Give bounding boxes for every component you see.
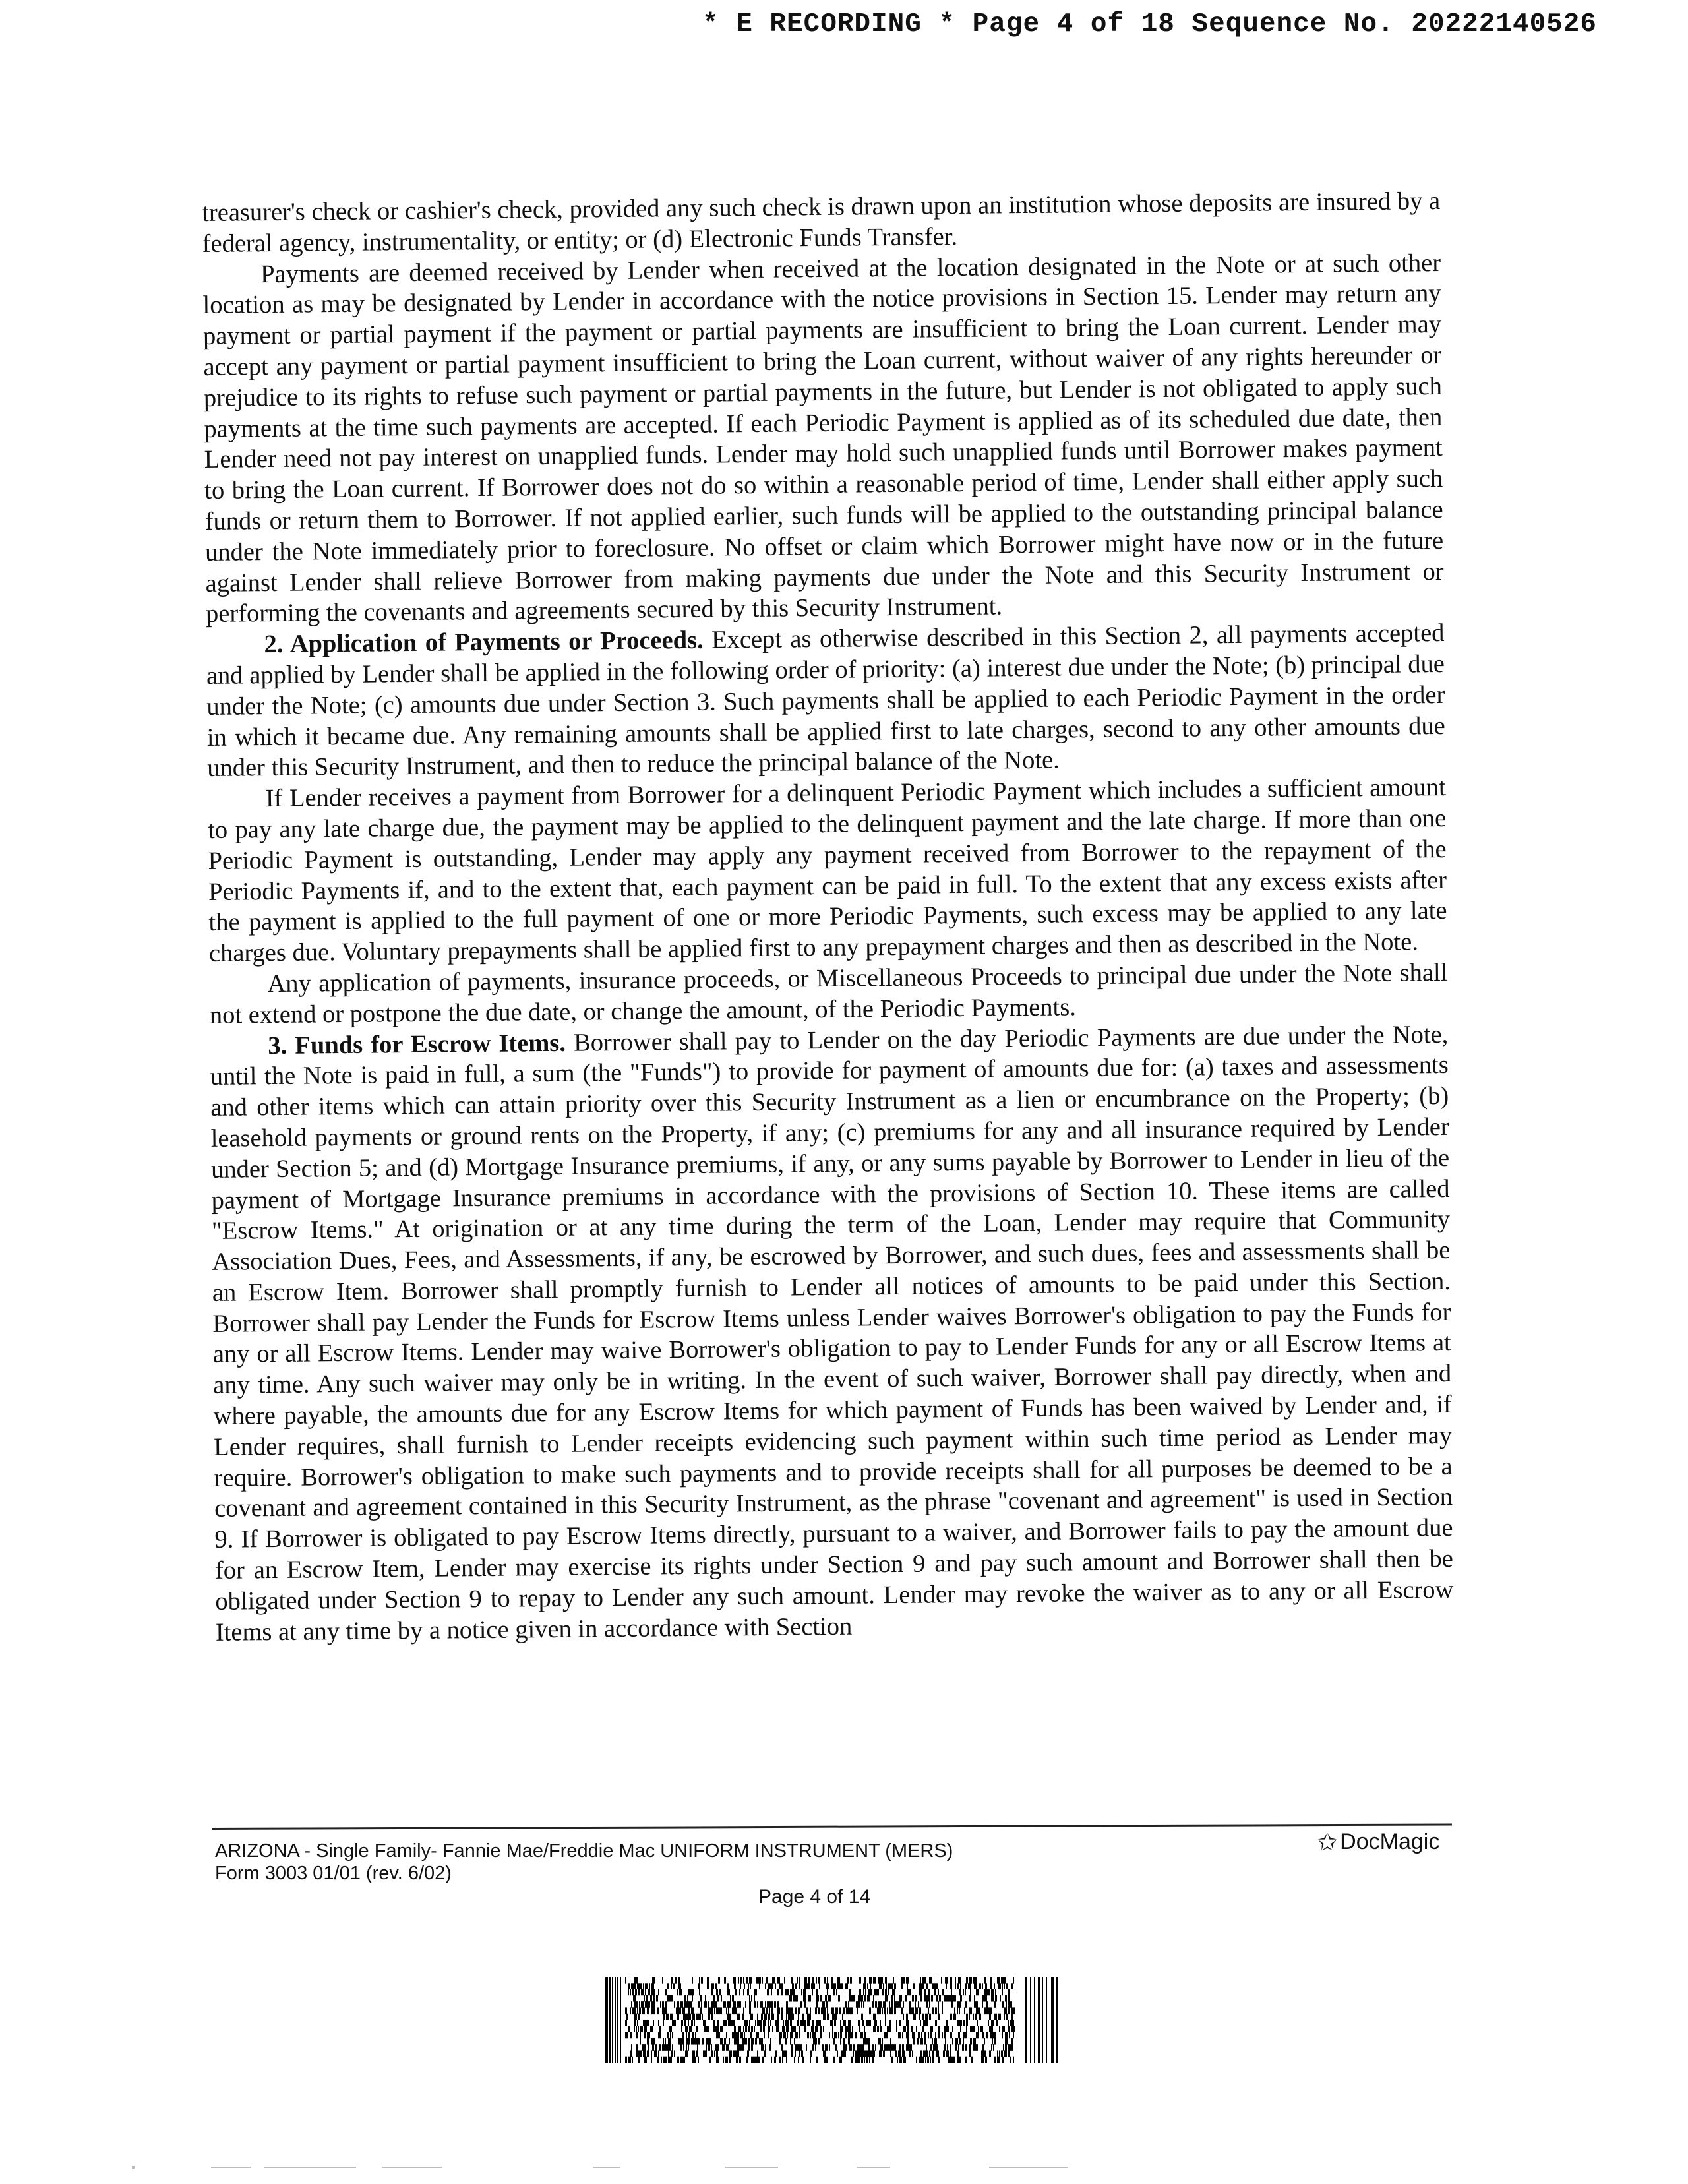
form-title: ARIZONA - Single Family- Fannie Mae/Freddie Mac UNIFORM INSTRUMENT (MERS) — [215, 1840, 953, 1862]
document-body — [202, 186, 1454, 1648]
footer-form-info — [215, 1840, 953, 1885]
section-3-heading: 3. Funds for Escrow Items. — [268, 1029, 566, 1060]
section-2-heading: 2. Application of Payments or Proceeds. — [264, 626, 704, 659]
paragraph-delinquent-payment: If Lender receives a payment from Borrower for a delinquent Periodic Payment which includes a sufficient amount to pay any late charge due, the payment may be applied to the delinquent payment and the late charge. If more than one Periodic Payment is outstanding, Lender may apply any payment received from Borrower to the repayment of the Periodic Payments if, and to the extent that, each payment can be paid in full. To the extent that any excess exists after the payment is applied to the full payment of one or more Periodic Payments, such excess may be applied to any late charges due. Voluntary prepayments shall be applied first to any prepayment charges and then as described in the Note. — [208, 774, 1447, 968]
paragraph-application-of-payments: Any application of payments, insurance proceeds, or Miscellaneous Proceeds to principal due under the Note shall not extend or postpone the due date, or change the amount, of the Periodic Payments. — [209, 958, 1448, 1029]
paragraph-continuation: treasurer's check or cashier's check, provided any such check is drawn upon an institution whose deposits are insured by a federal agency, instrumentality, or entity; or (d) Electronic Funds Transfer. — [202, 187, 1441, 258]
form-number: Form 3003 01/01 (rev. 6/02) — [215, 1863, 452, 1884]
star-icon: ✩ — [1317, 1828, 1338, 1856]
section-2-text: Except as otherwise described in this Section 2, all payments accepted and applied by Lender shall be applied in the following order of priority: (a) interest due under the Note; (b) principal due under the Note; (c) amounts due under Section 3. Such payments shall be applied to each Periodic Payment in the order in which it became due. Any remaining amounts shall be applied first to late charges, second to any other amounts due under this Security Instrument, and then to reduce the principal balance of the Note. — [206, 619, 1445, 783]
docmagic-brand-text: DocMagic — [1340, 1829, 1440, 1854]
paragraph-payments-received: Payments are deemed received by Lender when received at the location designated in the Note or at such other location as may be designated by Lender in accordance with the notice provisions in Section 15. Lender may return any payment or partial payment if the payment or partial payments are insufficient to bring the Loan current. Lender may accept any payment or partial payment insufficient to bring the Loan current, without waiver of any rights hereunder or prejudice to its rights to refuse such payment or partial payments in the future, but Lender is not obligated to apply such payments at the time such payments are accepted. If each Periodic Payment is applied as of its scheduled due date, then Lender need not pay interest on unapplied funds. Lender may hold such unapplied funds until Borrower makes payment to bring the Loan current. If Borrower does not do so within a reasonable period of time, Lender shall either apply such funds or return them to Borrower. If not applied earlier, such funds will be applied to the outstanding principal balance under the Note immediately prior to foreclosure. No offset or claim which Borrower might have now or in the future against Lender shall relieve Borrower from making payments due under the Note and this Security Instrument or performing the covenants and agreements secured by this Security Instrument. — [202, 249, 1444, 628]
section-3-text: Borrower shall pay to Lender on the day Periodic Payments are due under the Note, until the Note is paid in full, a sum (the "Funds") to provide for payment of amounts due for: (a) taxes and assessments and other items which can attain priority over this Security Instrument as a lien or encumbrance on the Property; (b) leasehold payments or ground rents on the Property, if any; (c) premiums for any and all insurance required by Lender under Section 5; and (d) Mortgage Insurance premiums, if any, or any sums payable by Borrower to Lender in lieu of the payment of Mortgage Insurance premiums in accordance with the provisions of Section 10. These items are called "Escrow Items." At origination or at any time during the term of the Loan, Lender may require that Community Association Dues, Fees, and Assessments, if any, be escrowed by Borrower, and such dues, fees and assessments shall be an Escrow Item. Borrower shall promptly furnish to Lender all notices of amounts to be paid under this Section. Borrower shall pay Lender the Funds for Escrow Items unless Lender waives Borrower's obligation to pay the Funds for any or all Escrow Items. Lender may waive Borrower's obligation to pay to Lender Funds for any or all Escrow Items at any time. Any such waiver may only be in writing. In the event of such waiver, Borrower shall pay directly, when and where payable, the amounts due for any Escrow Items for which payment of Funds has been waived by Lender and, if Lender requires, shall furnish to Lender receipts evidencing such payment within such time period as Lender may require. Borrower's obligation to make such payments and to provide receipts shall for all purposes be deemed to be a covenant and agreement contained in this Security Instrument, as the phrase "covenant and agreement" is used in Section 9. If Borrower is obligated to pay Escrow Items directly, pursuant to a waiver, and Borrower fails to pay the amount due for an Escrow Item, Lender may exercise its rights under Section 9 and pay such amount and Borrower shall then be obligated under Section 9 to repay to Lender any such amount. Lender may revoke the waiver as to any or all Escrow Items at any time by a notice given in accordance with Section — [210, 1020, 1454, 1647]
recording-header: * E RECORDING * Page 4 of 18 Sequence No. 20222140526 — [702, 9, 1597, 40]
page-number: Page 4 of 14 — [758, 1886, 871, 1908]
barcode-image — [605, 1977, 1062, 2063]
scan-noise — [132, 2166, 1187, 2169]
footer-divider — [212, 1823, 1452, 1830]
section-3 — [210, 1019, 1454, 1648]
docmagic-logo — [1317, 1829, 1439, 1855]
section-2 — [206, 618, 1445, 784]
